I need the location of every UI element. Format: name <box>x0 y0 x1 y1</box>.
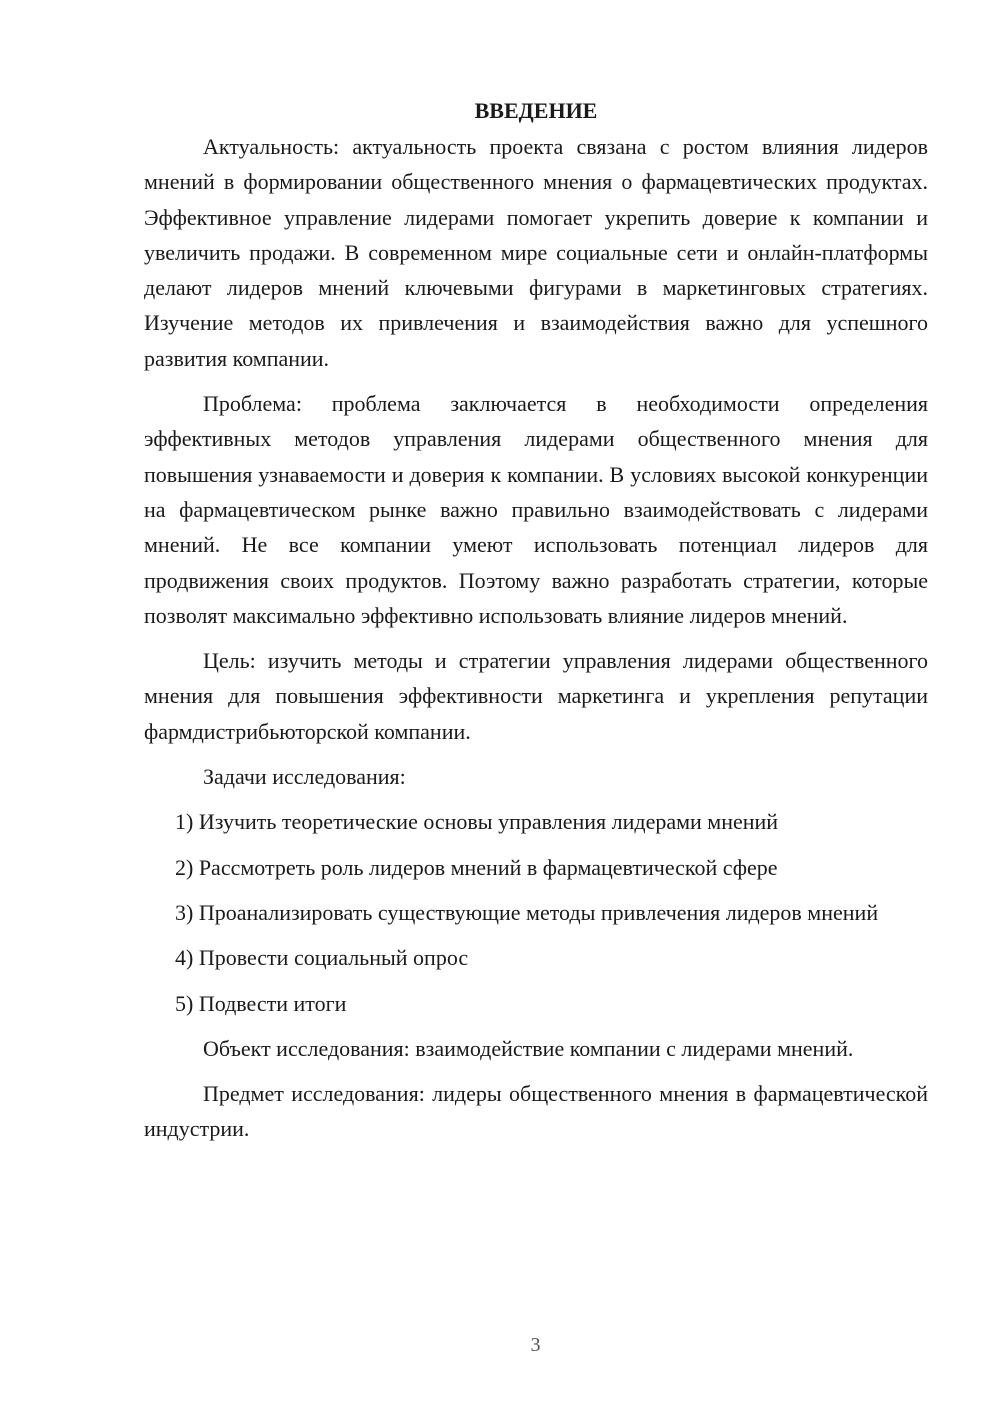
document-page <box>144 96 928 1147</box>
task-item-4: 4) Провести социальный опрос <box>175 945 469 971</box>
object-paragraph: Объект исследования: взаимодействие компании с лидерами мнений. <box>203 1035 854 1061</box>
problem-paragraph: Проблема: проблема заключается в необходимости определения эффективных методов управления лидерами общественного мнения для повышения узнаваемости и доверия к компании. В условиях высокой конкуренции на фармацевтическом рынке важно правильно взаимодействовать с лидерами мнений. Не все компании умеют использовать потенциал лидеров для продвижения своих продуктов. Поэтому важно разработать стратегии, которые позволят максимально эффективно использовать влияние лидеров мнений. <box>144 391 928 628</box>
task-item-2: 2) Рассмотреть роль лидеров мнений в фармацевтической сфере <box>175 854 778 880</box>
section-heading: ВВЕДЕНИЕ <box>474 98 598 123</box>
page-number: 3 <box>530 1334 541 1356</box>
task-item-5: 5) Подвести итоги <box>175 990 347 1016</box>
relevance-paragraph: Актуальность: актуальность проекта связана с ростом влияния лидеров мнений в формировании общественного мнения о фармацевтических продуктах. Эффективное управление лидерами помогает укрепить доверие к компании и увеличить продажи. В современном мире социальные сети и онлайн-платформы делают лидеров мнений ключевыми фигурами в маркетинговых стратегиях. Изучение методов их привлечения и взаимодействия важно для успешного развития компании. <box>144 134 928 371</box>
tasks-title: Задачи исследования: <box>203 764 406 790</box>
goal-paragraph: Цель: изучить методы и стратегии управления лидерами общественного мнения для повышения эффективности маркетинга и укрепления репутации фармдистрибьюторской компании. <box>144 648 928 744</box>
task-item-1: 1) Изучить теоретические основы управления лидерами мнений <box>175 809 779 835</box>
subject-paragraph: Предмет исследования: лидеры общественного мнения в фармацевтической индустрии. <box>144 1081 928 1142</box>
task-item-3: 3) Проанализировать существующие методы привлечения лидеров мнений <box>175 899 879 925</box>
